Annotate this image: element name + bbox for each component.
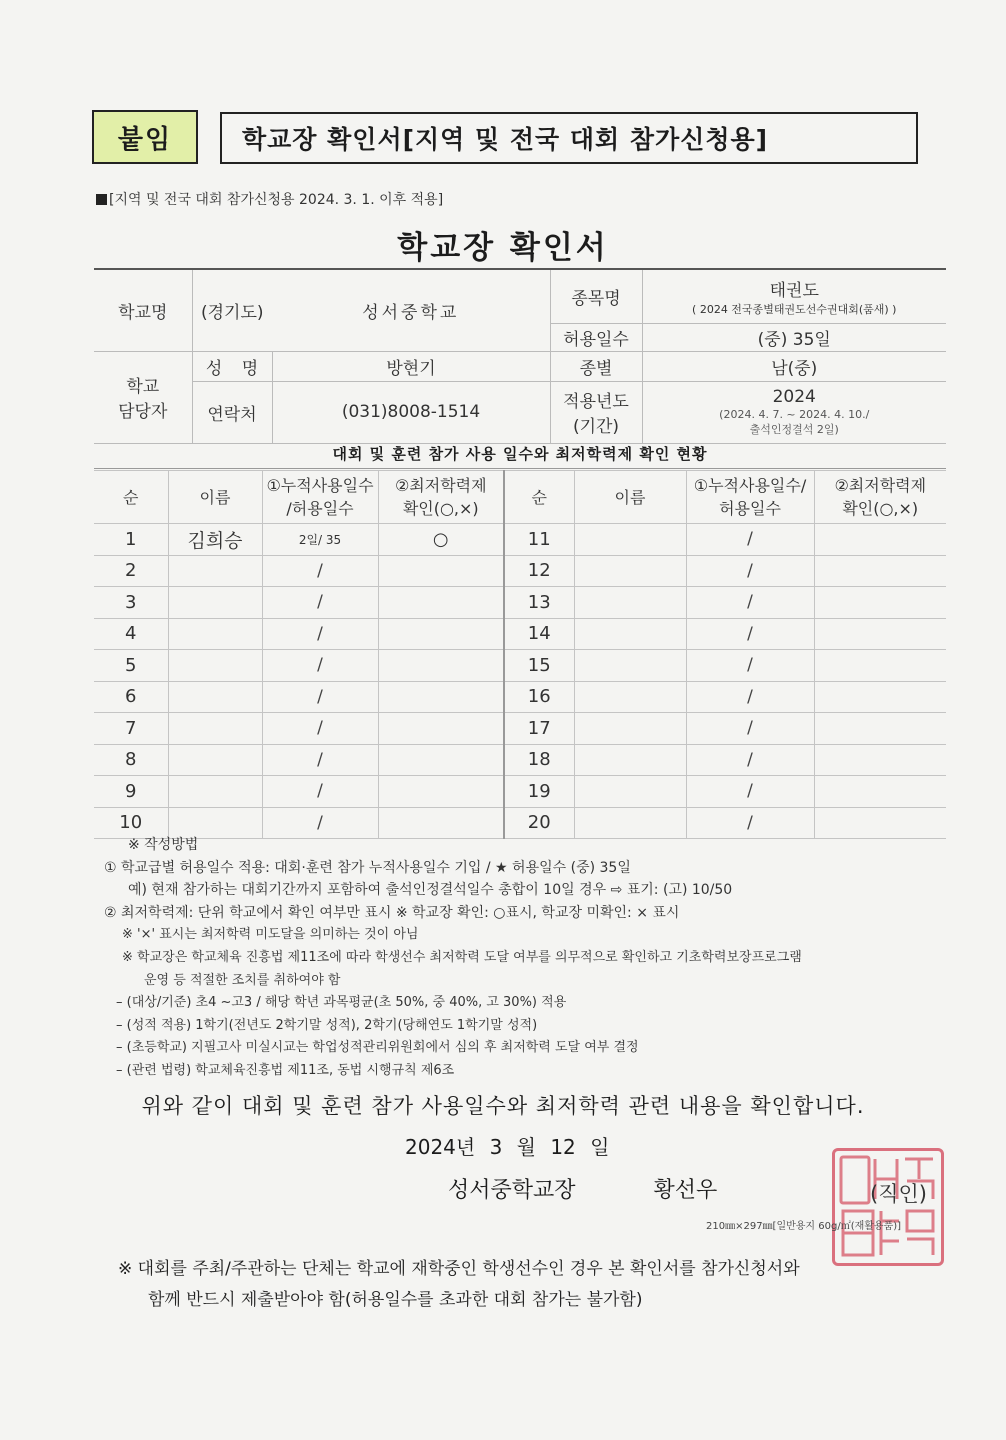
header-name: 이름: [168, 471, 262, 524]
table-row: 9 / 19 /: [94, 776, 946, 808]
note-item: ※ 학교장은 학교체육 진흥법 제11조에 따라 학생선수 최저학력 도달 여부를 의무적으로 확인하고 기초학력보장프로그램: [122, 949, 802, 965]
confirmation-statement: 위와 같이 대회 및 훈련 참가 사용일수와 최저학력 관련 내용을 확인합니다.: [141, 1094, 865, 1118]
school-label: 학교명: [94, 269, 192, 351]
note-item: – (관련 법령) 학교체육진흥법 제11조, 동법 시행규칙 제6조: [116, 1062, 455, 1078]
table-row: 4 / 14 /: [94, 618, 946, 650]
note-heading: ※ 작성방법: [128, 837, 199, 853]
note-item: – (대상/기준) 초4 ~고3 / 해당 학년 과목평균(초 50%, 중 40%, 고 30%) 적용: [116, 995, 567, 1011]
seal-label: (직인): [870, 1182, 927, 1206]
table-row: 10 / 20 /: [94, 807, 946, 839]
header-usage-right: ①누적사용일수/ 허용일수: [686, 471, 814, 524]
period-1: (2024. 4. 7. ~ 2024. 4. 10./: [719, 408, 870, 421]
event-label: 종목명: [550, 269, 642, 323]
square-bullet-icon: [96, 194, 107, 205]
allowed-days-label: 허용일수: [550, 323, 642, 351]
note-item: – (초등학교) 지필고사 미실시교는 학업성적관리위원회에서 심의 후 최저학력 도달 여부 결정: [116, 1040, 639, 1056]
category: 남(중): [642, 351, 946, 381]
table-row: 6 / 16 /: [94, 681, 946, 713]
category-label: 종별: [550, 351, 642, 381]
event-detail: ( 2024 전국종별태권도선수권대회(품새) ): [692, 302, 897, 316]
year-label: 적용년도 (기간): [550, 381, 642, 443]
year-cell: [642, 381, 946, 443]
header-title: 학교장 확인서[지역 및 전국 대회 참가신청용]: [220, 112, 918, 164]
note-item: ① 학교급별 허용일수 적용: 대회·훈련 참가 누적사용일수 기입 / ★ 허용일수 (중) 35일: [104, 859, 631, 876]
table-row: 5 / 15 /: [94, 650, 946, 682]
note-item: – (성적 적용) 1학기(전년도 2학기말 성적), 2학기(당해연도 1학기말 성적): [116, 1017, 538, 1033]
records-table: [94, 470, 946, 839]
school-name: 성서중학교: [272, 269, 550, 351]
applies-note: [지역 및 전국 대회 참가신청용 2024. 3. 1. 이후 적용]: [96, 189, 443, 209]
note-item: ② 최저학력제: 단위 학교에서 확인 여부만 표시 ※ 학교장 확인: ○표시, 학교장 미확인: × 표시: [104, 904, 680, 921]
event-cell: [642, 269, 946, 323]
paper-spec: 210㎜×297㎜[일반용지 60g/㎡(재활용품)]: [706, 1221, 902, 1232]
contact-label: 연락처: [192, 381, 272, 443]
header-usage: ①누적사용일수 /허용일수: [262, 471, 378, 524]
note-item: 운영 등 적절한 조치를 취하여야 함: [144, 972, 341, 988]
header-no: 순: [94, 471, 168, 524]
header-no-right: 순: [504, 471, 574, 524]
table-row: 3 / 13 /: [94, 587, 946, 619]
attachment-tag: 붙임: [92, 110, 198, 164]
header-name-right: 이름: [574, 471, 686, 524]
table-row: 2 / 12 /: [94, 555, 946, 587]
name-label: 성 명: [192, 351, 272, 381]
table-row: 8 / 18 /: [94, 744, 946, 776]
contact: (031)8008-1514: [272, 381, 550, 443]
header-check: ②최저학력제 확인(○,×): [378, 471, 504, 524]
writing-instructions: [104, 834, 964, 1083]
table-row: 1 김희승 2일/ 35 ○ 11 /: [94, 524, 946, 556]
event-name: 태권도: [769, 280, 819, 301]
period-2: 출석인정결석 2일): [749, 423, 839, 436]
records-header-row: [94, 471, 946, 524]
year: 2024: [772, 387, 816, 407]
issue-date: 2024년 3 월 12 일: [405, 1135, 610, 1159]
principal-name: 황선우: [653, 1178, 718, 1203]
allowed-days: (중) 35일: [642, 323, 946, 351]
province: (경기도): [192, 269, 272, 351]
main-title: 학교장 확인서: [397, 230, 609, 266]
header-check-right: ②최저학력제 확인(○,×): [814, 471, 946, 524]
info-table: [94, 268, 946, 444]
footer-note: ※ 대회를 주최/주관하는 단체는 학교에 재학중인 학생선수인 경우 본 확인서를 참가신청서와 함께 반드시 제출받아야 함(허용일수를 초과한 대회 참가는 불가함): [118, 1259, 800, 1310]
principal-signature: [448, 1173, 717, 1204]
note-item: ※ '×' 표시는 최저학력 미도달을 의미하는 것이 아님: [122, 927, 419, 943]
note-item: 예) 현재 참가하는 대회기간까지 포함하여 출석인정결석일수 총합이 10일 경우 ⇨ 표기: (고) 10/50: [128, 882, 733, 899]
principal-title: 성서중학교장: [448, 1178, 576, 1203]
records-section-title: 대회 및 훈련 참가 사용 일수와 최저학력제 확인 현황: [94, 440, 946, 469]
staff-name: 방현기: [272, 351, 550, 381]
table-row: 7 / 17 /: [94, 713, 946, 745]
staff-label: 학교 담당자: [94, 351, 192, 443]
